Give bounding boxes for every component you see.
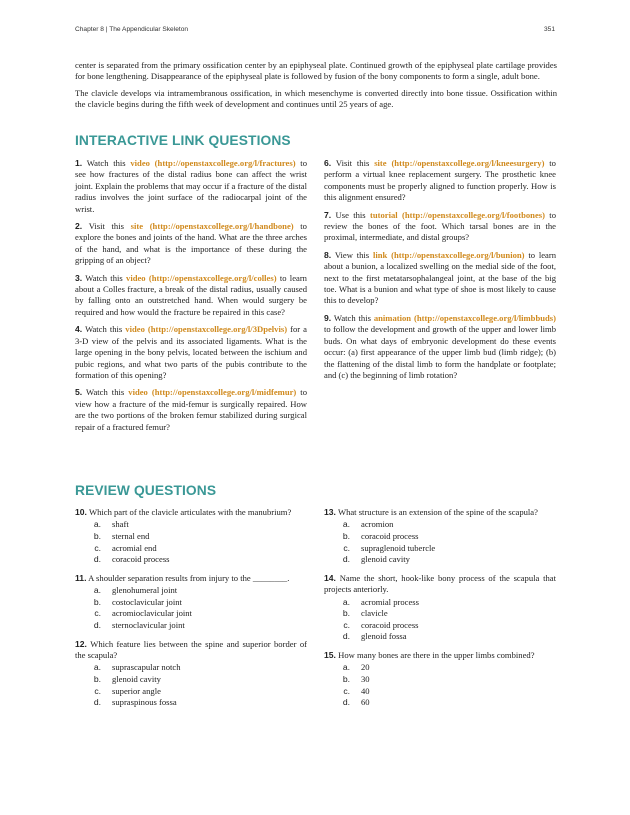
answer-option[interactable] [324, 531, 556, 543]
resource-link[interactable]: link (http://openstaxcollege.org/l/bunion) [372, 249, 525, 260]
option-letter: d. [342, 631, 350, 642]
answer-options [324, 519, 556, 565]
option-text: sternoclavicular joint [112, 619, 185, 630]
answer-option[interactable] [324, 686, 556, 698]
option-text: sternal end [112, 531, 150, 541]
question-text: Which part of the clavicle articulates with the manubrium? [88, 507, 292, 517]
question-text: to follow the development and growth of the upper and lower limb buds. On what days of embryonic development do these events occur: (a) first appearance of the upper limb bud (limb ridge); (b) the flattening of the distal limb to form the handplate or footplate; and (c) the beginning of limb rotation? [324, 324, 556, 380]
question-stem [75, 507, 307, 518]
option-letter: a. [93, 519, 101, 530]
question-stem [324, 507, 556, 518]
review-question [75, 507, 307, 566]
question-stem [75, 639, 307, 662]
option-letter: c. [343, 619, 350, 630]
resource-link[interactable]: video (http://openstaxcollege.org/l/fractures) [130, 158, 296, 168]
answer-option[interactable] [75, 554, 307, 566]
option-text: coracoid process [361, 531, 419, 541]
option-letter: c. [94, 608, 101, 619]
answer-option[interactable] [324, 554, 556, 566]
option-letter: d. [342, 554, 350, 565]
question-text: How many bones are there in the upper limbs combined? [338, 649, 535, 660]
answer-option[interactable] [75, 686, 307, 698]
option-letter: c. [94, 685, 101, 696]
option-letter: b. [93, 531, 101, 541]
resource-link[interactable]: video (http://openstaxcollege.org/l/colles) [126, 272, 277, 283]
interactive-question [75, 324, 307, 381]
resource-link[interactable]: video (http://openstaxcollege.org/l/3Dpelvis) [125, 324, 288, 335]
option-letter: d. [93, 697, 101, 708]
question-text: What structure is an extension of the spine of the scapula? [337, 507, 538, 517]
option-text: 60 [361, 697, 370, 708]
intro-paragraph: The clavicle develops via intramembranous ossification, in which mesenchyme is converted directly into bone tissue. Ossification within the clavicle begins during the fifth week of development and continues until 25 years of age. [75, 87, 557, 110]
option-text: supraspinous fossa [112, 697, 177, 708]
option-text: suprascapular notch [112, 662, 181, 673]
answer-option[interactable] [75, 697, 307, 709]
resource-link[interactable]: site (http://openstaxcollege.org/l/kneesurgery) [374, 158, 545, 168]
review-question [324, 650, 556, 709]
question-stem [75, 573, 307, 584]
answer-option[interactable] [75, 597, 307, 609]
option-text: glenoid cavity [361, 554, 410, 565]
question-text: Watch this [85, 324, 126, 335]
option-letter: c. [94, 542, 101, 553]
question-number: 5. [75, 387, 83, 398]
answer-option[interactable] [324, 620, 556, 632]
option-letter: b. [93, 673, 101, 684]
option-text: supraglenoid tubercle [361, 542, 436, 553]
option-letter: b. [93, 596, 101, 607]
interactive-question [75, 158, 307, 215]
answer-options [75, 662, 307, 708]
question-number: 15. [324, 649, 336, 660]
answer-option[interactable] [324, 543, 556, 555]
review-right-column [324, 507, 556, 716]
answer-option[interactable] [75, 608, 307, 620]
question-text: Watch this [86, 158, 131, 168]
option-text: coracoid process [361, 619, 419, 630]
question-number: 8. [324, 249, 332, 260]
option-text: superior angle [112, 685, 161, 696]
review-question [324, 573, 556, 643]
question-number: 13. [324, 507, 336, 517]
option-letter: d. [93, 554, 101, 565]
question-text: to view how a fracture of the mid-femur is surgically repaired. How are the two portions of the broken femur stabilized during surgical repair of a fractured femur? [75, 387, 307, 432]
interactive-question [75, 273, 307, 319]
question-number: 4. [75, 324, 83, 335]
question-text: Watch this [85, 272, 127, 283]
question-number: 7. [324, 209, 332, 220]
interactive-heading: INTERACTIVE LINK QUESTIONS [75, 133, 291, 148]
answer-option[interactable] [75, 531, 307, 543]
resource-link[interactable]: video (http://openstaxcollege.org/l/midfemur) [128, 387, 297, 398]
interactive-question [324, 210, 556, 244]
question-text: to learn about a Colles fracture, a break of the distal radius, usually caused by falling onto an outstretched hand. When would surgery be required and how would the fracture be repaired in this case? [75, 272, 307, 317]
review-question [324, 507, 556, 566]
interactive-question [324, 250, 556, 307]
answer-option[interactable] [324, 674, 556, 686]
question-text: Use this [335, 209, 370, 220]
question-number: 1. [75, 158, 83, 168]
option-text: 20 [361, 662, 370, 673]
answer-options [324, 597, 556, 643]
option-text: coracoid process [112, 554, 170, 565]
answer-option[interactable] [75, 620, 307, 632]
option-letter: a. [342, 519, 350, 530]
option-letter: d. [342, 697, 350, 708]
question-text: to review the bones of the foot. Which tarsal bones are in the proximal, intermediate, and distal groups? [324, 209, 556, 243]
question-text: A shoulder separation results from injury to the ________. [88, 572, 290, 583]
option-letter: c. [343, 685, 350, 696]
question-text: for a 3-D view of the pelvis and its associated ligaments. What is the large opening in the bony pelvis, located between the ischium and pubic regions, and what two parts of the pubis contribute to the formation of this opening? [75, 324, 307, 380]
interactive-question [324, 313, 556, 381]
question-text: Watch this [86, 387, 129, 398]
option-letter: b. [342, 673, 350, 684]
interactive-left-column [75, 158, 307, 439]
question-text: to learn about a bunion, a localized swelling on the medial side of the foot, next to the first metatarsophalangeal joint, at the base of the big toe. What is a bunion and what type of shoe is most likely to cause this to develop? [324, 249, 557, 306]
question-text: Name the short, hook-like bony process of the scapula that projects anteriorly. [324, 572, 556, 595]
answer-option[interactable] [324, 608, 556, 620]
option-text: glenoid fossa [361, 631, 407, 642]
question-number: 10. [75, 507, 87, 517]
answer-options [75, 519, 307, 565]
option-letter: b. [342, 531, 350, 541]
question-number: 11. [75, 572, 87, 583]
option-letter: b. [342, 608, 350, 619]
question-number: 9. [324, 312, 332, 323]
page-number: 351 [543, 26, 555, 33]
intro-text [75, 60, 557, 116]
answer-option[interactable] [324, 597, 556, 609]
question-stem [324, 573, 556, 596]
option-text: costoclavicular joint [112, 596, 182, 607]
chapter-title: Chapter 8 | The Appendicular Skeleton [75, 26, 189, 33]
question-text: Visit this [335, 158, 375, 168]
option-text: glenoid cavity [112, 673, 161, 684]
option-letter: a. [342, 596, 350, 607]
question-number: 14. [324, 572, 336, 583]
answer-option[interactable] [324, 631, 556, 643]
option-letter: d. [93, 619, 101, 630]
question-text: Watch this [333, 312, 374, 323]
question-number: 6. [324, 158, 332, 168]
question-text: to explore the bones and joints of the hand. What are the three arches of the hand, and what is the importance of these during the gripping of an object? [75, 221, 307, 266]
review-question [75, 639, 307, 709]
page-header [75, 26, 555, 33]
answer-option[interactable] [75, 543, 307, 555]
option-text: acromion [361, 519, 394, 530]
interactive-question [75, 221, 307, 267]
answer-options [324, 662, 556, 708]
intro-paragraph: center is separated from the primary ossification center by an epiphyseal plate. Continued growth of the epiphyseal plate cartilage provides for bone lengthening. Disappearance of the epiphyseal plate is followed by fusion of the bony components to form a single, adult bone. [75, 60, 557, 82]
option-text: 40 [361, 685, 370, 696]
option-text: acromial process [361, 596, 419, 607]
answer-options [75, 585, 307, 631]
question-text: to see how fractures of the distal radius bone can affect the wrist joint. Explain the problems that may occur if a fracture of the distal radius involves the joint surface of the radiocarpal joint of the wrist. [75, 158, 307, 214]
option-text: clavicle [361, 608, 388, 619]
review-left-column [75, 507, 307, 716]
question-text: to perform a virtual knee replacement surgery. The prosthetic knee components must be properly aligned to function properly. How is this alignment ensured? [324, 158, 556, 203]
answer-option[interactable] [75, 674, 307, 686]
question-number: 12. [75, 638, 87, 649]
option-text: acromioclavicular joint [112, 608, 192, 619]
answer-option[interactable] [324, 662, 556, 674]
option-letter: a. [93, 662, 101, 673]
question-number: 3. [75, 272, 83, 283]
option-letter: c. [343, 542, 350, 553]
option-text: acromial end [112, 542, 157, 553]
resource-link[interactable]: site (http://openstaxcollege.org/l/handbone) [130, 221, 294, 232]
interactive-right-column [324, 158, 556, 387]
answer-option[interactable] [75, 662, 307, 674]
interactive-question [75, 387, 307, 433]
question-stem [324, 650, 556, 661]
option-text: shaft [112, 519, 129, 530]
option-text: glenohumeral joint [112, 585, 178, 596]
answer-option[interactable] [324, 697, 556, 709]
option-letter: a. [342, 662, 350, 673]
question-number: 2. [75, 221, 83, 232]
question-text: Visit this [88, 221, 131, 232]
answer-option[interactable] [75, 585, 307, 597]
answer-option[interactable] [324, 519, 556, 531]
option-text: 30 [361, 673, 370, 684]
resource-link[interactable]: animation (http://openstaxcollege.org/l/limbbuds) [373, 312, 556, 323]
review-heading: REVIEW QUESTIONS [75, 483, 217, 498]
interactive-question [324, 158, 556, 204]
answer-option[interactable] [75, 519, 307, 531]
question-text: View this [334, 249, 373, 260]
resource-link[interactable]: tutorial (http://openstaxcollege.org/l/footbones) [369, 209, 545, 220]
review-question [75, 573, 307, 632]
question-text: Which feature lies between the spine and superior border of the scapula? [75, 638, 308, 660]
option-letter: a. [93, 585, 101, 596]
